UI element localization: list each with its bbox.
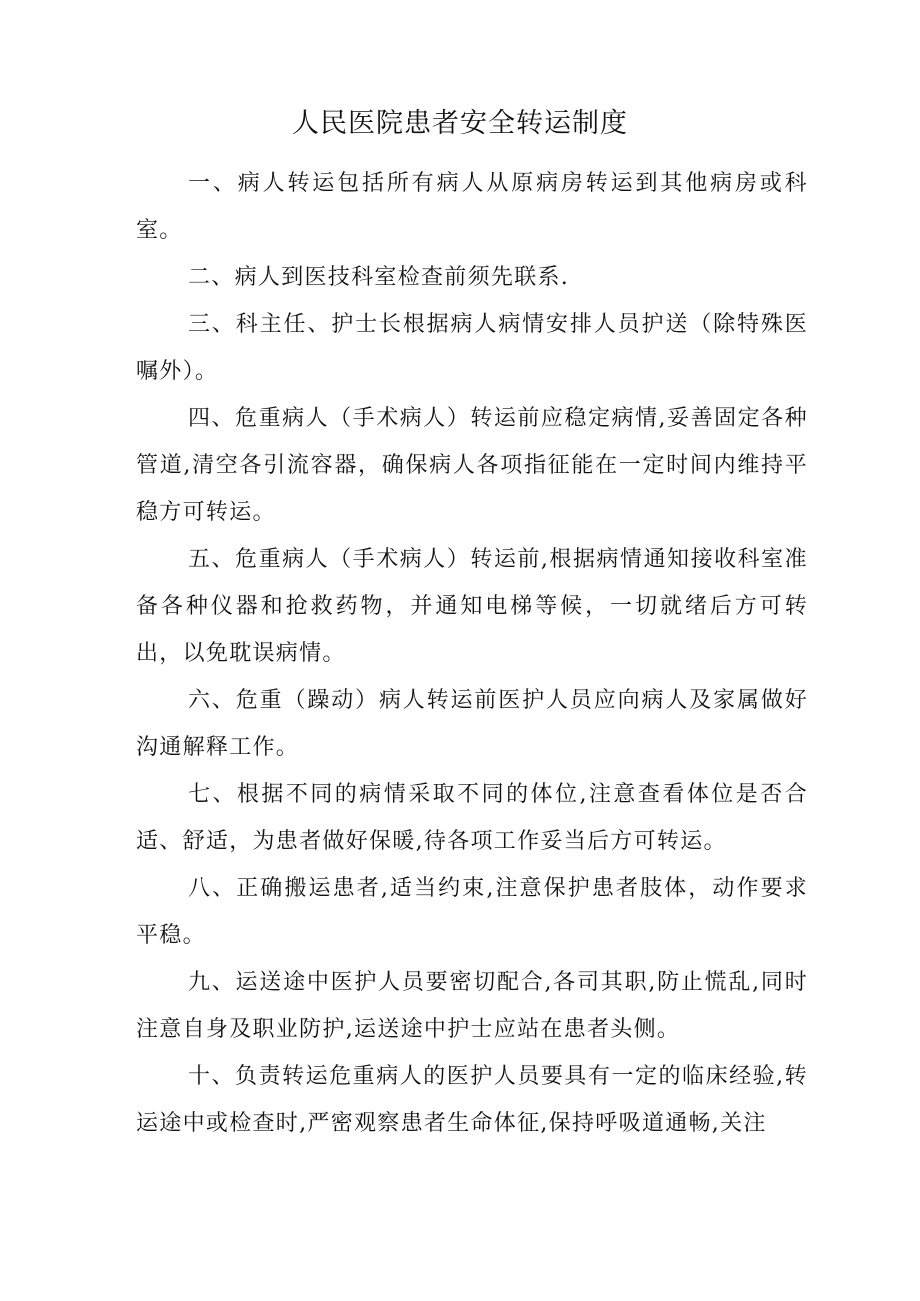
paragraph-7: 七、根据不同的病情采取不同的体位,注意查看体位是否合适、舒适，为患者做好保暖,待各项工作妥当后方可转运。	[136, 782, 808, 854]
paragraph-8: 八、正确搬运患者,适当约束,注意保护患者肢体，动作要求平稳。	[136, 876, 808, 948]
paragraph-1: 一、病人转运包括所有病人从原病房转运到其他病房或科室。	[136, 171, 808, 243]
paragraph-10: 十、负责转运危重病人的医护人员要具有一定的临床经验,转运途中或检查时,严密观察患者生命体征,保持呼吸道通畅,关注	[136, 1064, 808, 1136]
paragraph-5: 五、危重病人（手术病人）转运前,根据病情通知接收科室准备各种仪器和抢救药物，并通知电梯等候，一切就绪后方可转出，以免耽误病情。	[136, 547, 808, 666]
paragraph-3: 三、科主任、护士长根据病人病情安排人员护送（除特殊医嘱外）。	[136, 312, 808, 384]
paragraph-4: 四、危重病人（手术病人）转运前应稳定病情,妥善固定各种管道,清空各引流容器，确保病人各项指征能在一定时间内维持平稳方可转运。	[136, 406, 808, 525]
paragraph-9: 九、运送途中医护人员要密切配合,各司其职,防止慌乱,同时注意自身及职业防护,运送途中护士应站在患者头侧。	[136, 970, 808, 1042]
paragraph-2: 二、病人到医技科室检查前须先联系.	[188, 265, 570, 290]
document-body	[136, 160, 808, 1147]
paragraph-6: 六、危重（躁动）病人转运前医护人员应向病人及家属做好沟通解释工作。	[136, 688, 808, 760]
document-title: 人民医院患者安全转运制度	[292, 108, 628, 139]
